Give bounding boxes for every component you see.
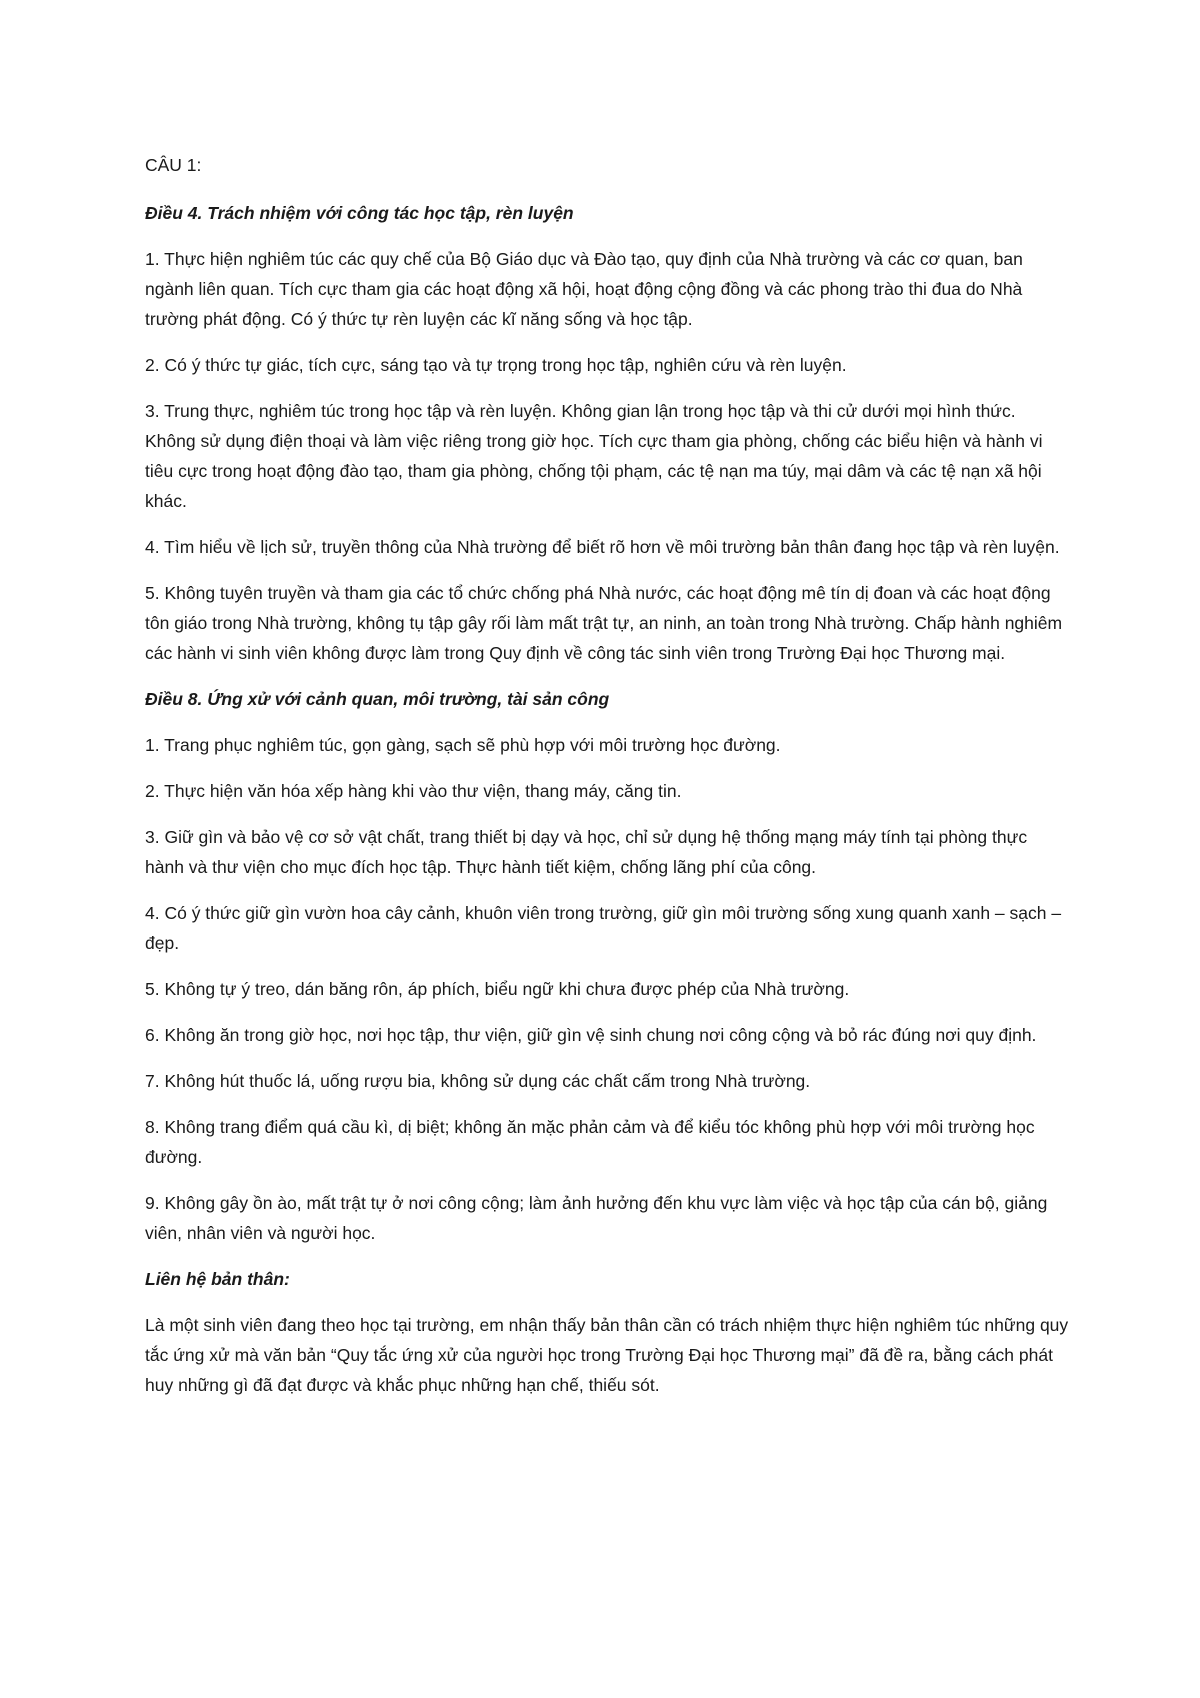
dieu-8-item-2: 2. Thực hiện văn hóa xếp hàng khi vào thư viện, thang máy, căng tin. xyxy=(145,781,682,801)
dieu-8-item-5: 5. Không tự ý treo, dán băng rôn, áp phích, biểu ngữ khi chưa được phép của Nhà trường. xyxy=(145,979,850,999)
dieu-4-item-3: 3. Trung thực, nghiêm túc trong học tập và rèn luyện. Không gian lận trong học tập và thi cử dưới mọi hình thức. Không sử dụng điện thoại và làm việc riêng trong giờ học. Tích cực tham gia phòng, chống các biểu hiện và hành vi tiêu cực trong hoạt động đào tạo, tham gia phòng, chống tội phạm, các tệ nạn ma túy, mại dâm và các tệ nạn xã hội khác. xyxy=(145,401,1043,511)
document-title: CÂU 1: xyxy=(145,155,202,175)
dieu-8-item-9: 9. Không gây ồn ào, mất trật tự ở nơi công cộng; làm ảnh hưởng đến khu vực làm việc và học tập của cán bộ, giảng viên, nhân viên và người học. xyxy=(145,1193,1048,1243)
lien-he-paragraph: Là một sinh viên đang theo học tại trường, em nhận thấy bản thân cần có trách nhiệm thực hiện nghiêm túc những quy tắc ứng xử mà văn bản “Quy tắc ứng xử của người học trong Trường Đại học Thương mại” đã đề ra, bằng cách phát huy những gì đã đạt được và khắc phục những hạn chế, thiếu sót. xyxy=(145,1315,1069,1395)
dieu-4-item-4: 4. Tìm hiểu về lịch sử, truyền thông của Nhà trường để biết rõ hơn về môi trường bản thân đang học tập và rèn luyện. xyxy=(145,537,1060,557)
section-heading-dieu-4: Điều 4. Trách nhiệm với công tác học tập, rèn luyện xyxy=(145,203,574,223)
dieu-4-item-2: 2. Có ý thức tự giác, tích cực, sáng tạo và tự trọng trong học tập, nghiên cứu và rèn luyện. xyxy=(145,355,847,375)
section-heading-lien-he: Liên hệ bản thân: xyxy=(145,1269,290,1289)
dieu-4-item-1: 1. Thực hiện nghiêm túc các quy chế của Bộ Giáo dục và Đào tạo, quy định của Nhà trường và các cơ quan, ban ngành liên quan. Tích cực tham gia các hoạt động xã hội, hoạt động cộng đồng và các phong trào thi đua do Nhà trường phát động. Có ý thức tự rèn luyện các kĩ năng sống và học tập. xyxy=(145,249,1023,329)
dieu-8-item-7: 7. Không hút thuốc lá, uống rượu bia, không sử dụng các chất cấm trong Nhà trường. xyxy=(145,1071,811,1091)
section-heading-dieu-8: Điều 8. Ứng xử với cảnh quan, môi trường, tài sản công xyxy=(145,689,610,709)
dieu-8-item-8: 8. Không trang điểm quá cầu kì, dị biệt; không ăn mặc phản cảm và để kiểu tóc không phù hợp với môi trường học đường. xyxy=(145,1117,1035,1167)
dieu-4-item-5: 5. Không tuyên truyền và tham gia các tổ chức chống phá Nhà nước, các hoạt động mê tín dị đoan và các hoạt động tôn giáo trong Nhà trường, không tụ tập gây rối làm mất trật tự, an ninh, an toàn trong Nhà trường. Chấp hành nghiêm các hành vi sinh viên không được làm trong Quy định về công tác sinh viên trong Trường Đại học Thương mại. xyxy=(145,583,1063,663)
dieu-8-item-3: 3. Giữ gìn và bảo vệ cơ sở vật chất, trang thiết bị dạy và học, chỉ sử dụng hệ thống mạng máy tính tại phòng thực hành và thư viện cho mục đích học tập. Thực hành tiết kiệm, chống lãng phí của công. xyxy=(145,827,1028,877)
dieu-8-item-6: 6. Không ăn trong giờ học, nơi học tập, thư viện, giữ gìn vệ sinh chung nơi công cộng và bỏ rác đúng nơi quy định. xyxy=(145,1025,1037,1045)
dieu-8-item-1: 1. Trang phục nghiêm túc, gọn gàng, sạch sẽ phù hợp với môi trường học đường. xyxy=(145,735,781,755)
dieu-8-item-4: 4. Có ý thức giữ gìn vườn hoa cây cảnh, khuôn viên trong trường, giữ gìn môi trường sống xung quanh xanh – sạch – đẹp. xyxy=(145,903,1062,953)
